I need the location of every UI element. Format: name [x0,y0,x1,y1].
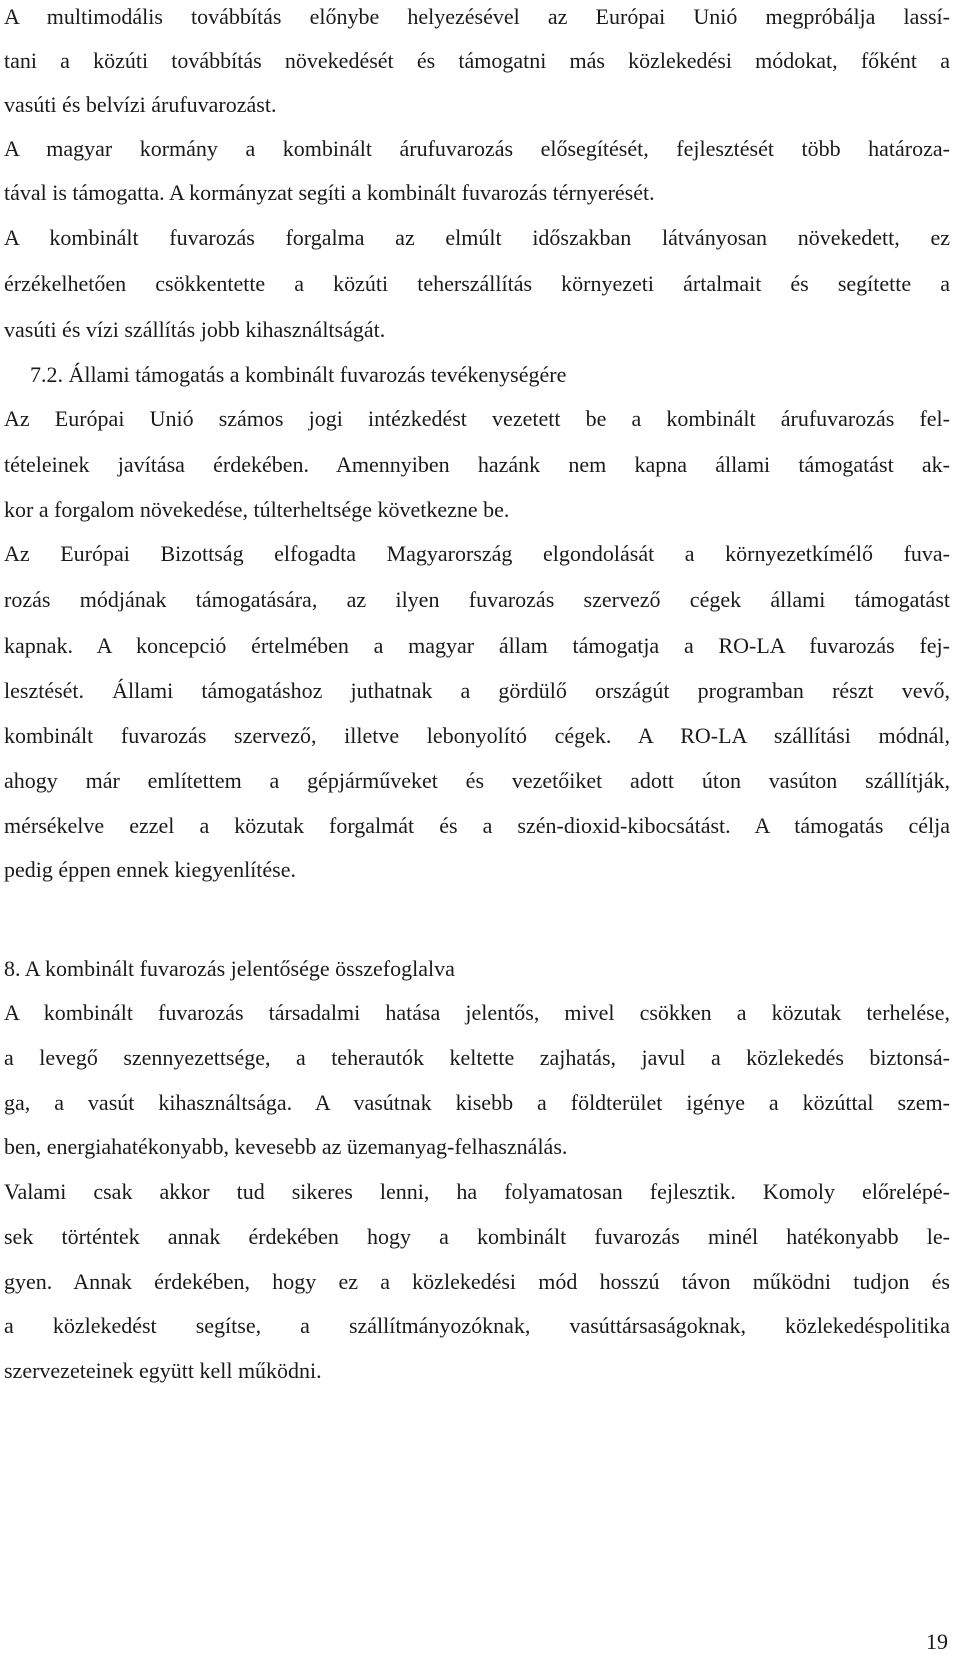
paragraph-4-line-3: kor a forgalom növekedése, túlterheltsége következne be. [4,497,510,522]
paragraph-5-line-8: pedig éppen ennek kiegyenlítése. [4,857,297,882]
paragraph-5-line-7: mérsékelve ezzel a közutak forgalmát és a szén-dioxid-kibocsátást. A támogatás célja [4,813,950,838]
paragraph-6-line-1: A kombinált fuvarozás társadalmi hatása jelentős, mivel csökken a közutak terhelése, [4,1000,950,1025]
paragraph-5-line-3: kapnak. A koncepció értelmében a magyar állam támogatja a RO-LA fuvarozás fej- [4,633,950,658]
page-number: 19 [926,1629,948,1654]
paragraph-5-line-2: rozás módjának támogatására, az ilyen fuvarozás szervező cégek állami támogatást [4,587,950,612]
paragraph-6-line-4: ben, energiahatékonyabb, kevesebb az üzemanyag-felhasználás. [4,1134,568,1159]
paragraph-1-line-1: A multimodális továbbítás előnybe helyezésével az Európai Unió megpróbálja lassí- [4,4,950,29]
paragraph-7-line-5: szervezeteinek együtt kell működni. [4,1358,322,1383]
paragraph-5-line-4: lesztését. Állami támogatáshoz juthatnak a gördülő országút programban részt vevő, [4,678,950,703]
section-heading-8: 8. A kombinált fuvarozás jelentősége összefoglalva [4,956,455,981]
paragraph-5-line-5: kombinált fuvarozás szervező, illetve lebonyolító cégek. A RO-LA szállítási módnál, [4,723,950,748]
paragraph-7-line-3: gyen. Annak érdekében, hogy ez a közlekedési mód hosszú távon működni tudjon és [4,1269,950,1294]
paragraph-3-line-1: A kombinált fuvarozás forgalma az elmúlt időszakban látványosan növekedett, ez [4,225,950,250]
paragraph-3-line-3: vasúti és vízi szállítás jobb kihasználtságát. [4,317,386,342]
paragraph-7-line-1: Valami csak akkor tud sikeres lenni, ha folyamatosan fejlesztik. Komoly előrelépé- [4,1179,950,1204]
paragraph-4-line-1: Az Európai Unió számos jogi intézkedést vezetett be a kombinált árufuvarozás fel- [4,406,950,431]
paragraph-3-line-2: érzékelhetően csökkentette a közúti teherszállítás környezeti ártalmait és segítette a [4,271,950,296]
paragraph-7-line-4: a közlekedést segítse, a szállítmányozóknak, vasúttársaságoknak, közlekedéspolitika [4,1313,950,1338]
paragraph-7-line-2: sek történtek annak érdekében hogy a kombinált fuvarozás minél hatékonyabb le- [4,1224,950,1249]
paragraph-1-line-3: vasúti és belvízi árufuvarozást. [4,92,277,117]
paragraph-2-line-1: A magyar kormány a kombinált árufuvarozás elősegítését, fejlesztését több határoza- [4,136,950,161]
paragraph-4-line-2: tételeinek javítása érdekében. Amennyiben hazánk nem kapna állami támogatást ak- [4,452,950,477]
paragraph-5-line-6: ahogy már említettem a gépjárműveket és vezetőiket adott úton vasúton szállítják, [4,768,950,793]
paragraph-6-line-2: a levegő szennyezettsége, a teherautók keltette zajhatás, javul a közlekedés biztonsá- [4,1045,950,1070]
paragraph-2-line-2: tával is támogatta. A kormányzat segíti a kombinált fuvarozás térnyerését. [4,180,655,205]
paragraph-6-line-3: ga, a vasút kihasználtsága. A vasútnak kisebb a földterület igénye a közúttal szem- [4,1090,950,1115]
paragraph-5-line-1: Az Európai Bizottság elfogadta Magyarország elgondolását a környezetkímélő fuva- [4,541,950,566]
paragraph-1-line-2: tani a közúti továbbítás növekedését és támogatni más közlekedési módokat, főként a [4,48,950,73]
section-heading-7-2: 7.2. Állami támogatás a kombinált fuvarozás tevékenységére [30,362,567,387]
